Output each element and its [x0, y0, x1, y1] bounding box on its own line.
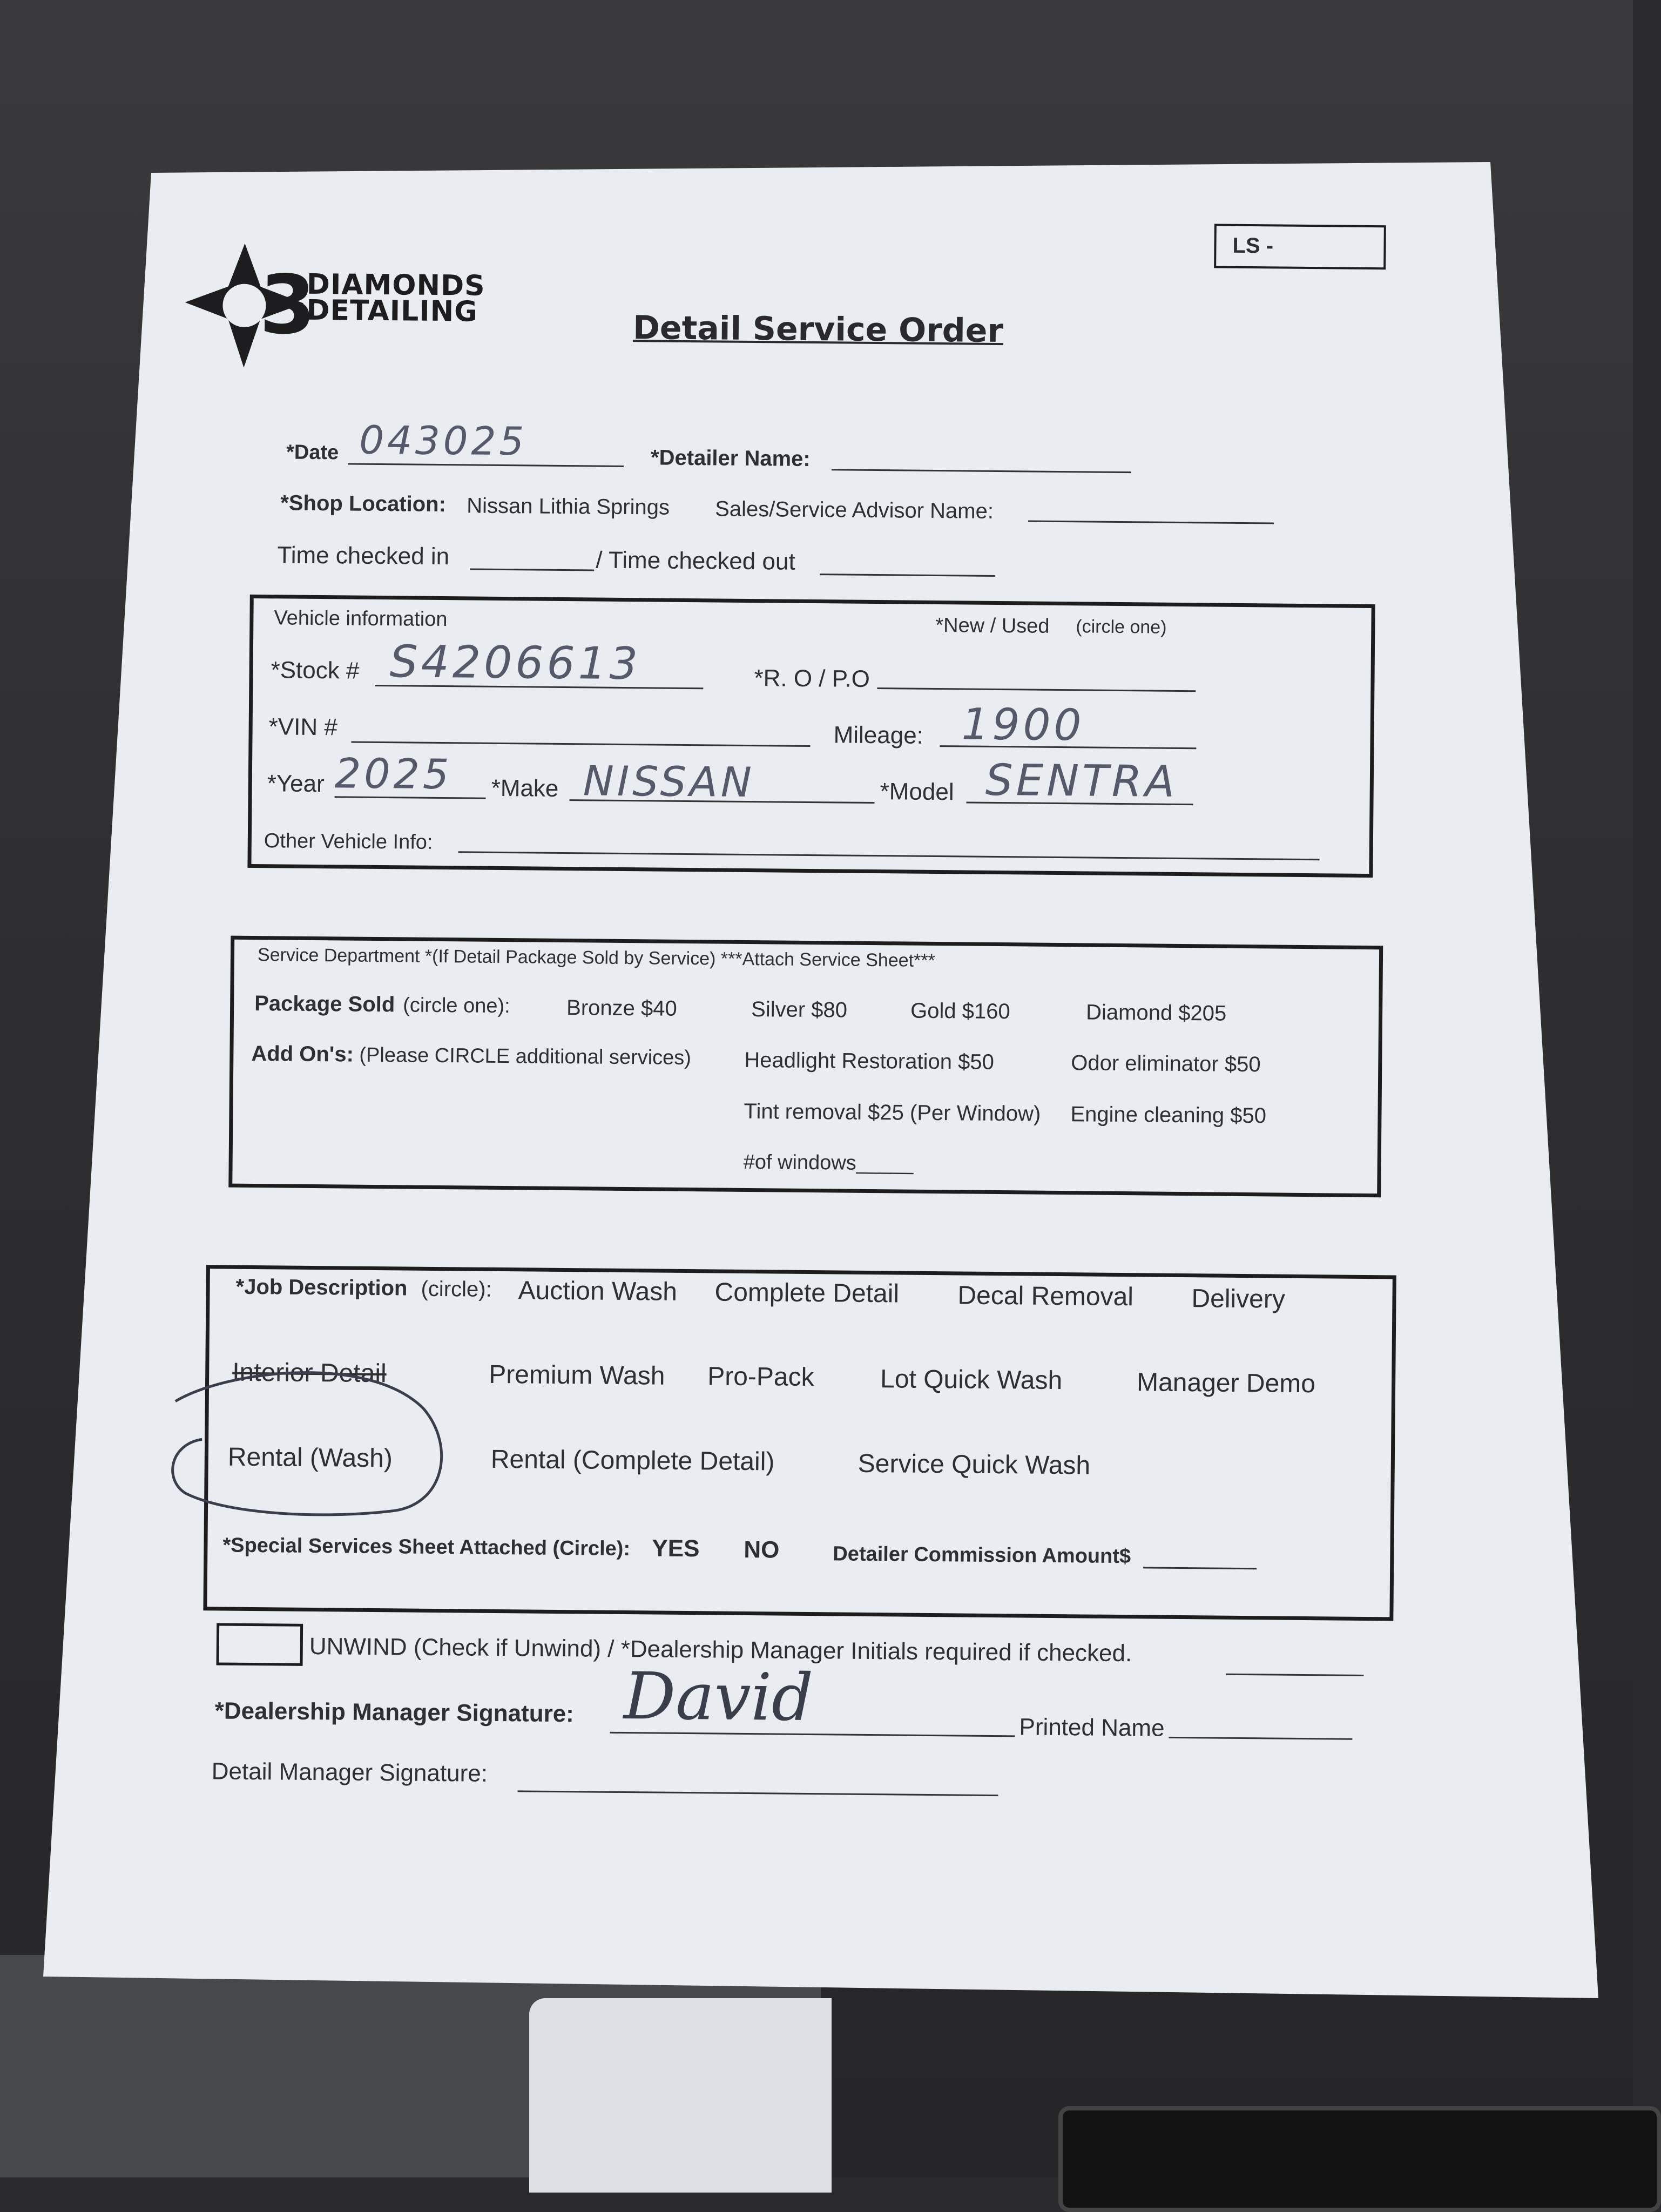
model-label: *Model [880, 778, 954, 806]
advisor-line[interactable] [1028, 520, 1274, 524]
addon-headlight[interactable]: Headlight Restoration $50 [744, 1048, 995, 1074]
new-used-label[interactable]: *New / Used [935, 613, 1050, 638]
time-in-label: Time checked in [277, 542, 450, 570]
job-premium-wash[interactable]: Premium Wash [488, 1360, 665, 1391]
logo-line-1: DIAMONDS [306, 268, 485, 302]
stock-value[interactable]: S4206613 [389, 636, 642, 690]
commission-label: Detailer Commission Amount$ [833, 1542, 1131, 1568]
package-gold[interactable]: Gold $160 [910, 999, 1010, 1024]
job-complete-detail[interactable]: Complete Detail [714, 1278, 900, 1309]
signature-drawing: David [623, 1659, 814, 1736]
time-out-line[interactable] [820, 574, 995, 577]
mileage-label: Mileage: [833, 721, 924, 749]
job-rental-complete-detail[interactable]: Rental (Complete Detail) [490, 1445, 775, 1476]
windows-count[interactable]: #of windows_____ [743, 1150, 914, 1175]
special-services-label: *Special Services Sheet Attached (Circle): [222, 1534, 631, 1561]
stock-label: *Stock # [271, 657, 360, 684]
vin-label: *VIN # [268, 713, 338, 741]
ls-label: LS - [1232, 233, 1274, 258]
ls-box[interactable] [1214, 224, 1386, 269]
vehicle-section-label: Vehicle information [274, 606, 448, 631]
package-diamond[interactable]: Diamond $205 [1085, 1000, 1227, 1026]
addon-tint[interactable]: Tint removal $25 (Per Window) [744, 1099, 1041, 1126]
unwind-initials-line[interactable] [1226, 1674, 1363, 1676]
job-auction-wash[interactable]: Auction Wash [518, 1276, 678, 1306]
date-label: *Date [286, 441, 339, 464]
package-note: (circle one): [402, 994, 510, 1018]
advisor-label: Sales/Service Advisor Name: [715, 497, 994, 523]
addon-engine[interactable]: Engine cleaning $50 [1070, 1102, 1267, 1128]
special-no[interactable]: NO [744, 1536, 780, 1563]
unwind-label: UNWIND (Check if Unwind) / *Dealership Manager Initials required if checked. [309, 1633, 1132, 1667]
circle-one-note: (circle one) [1076, 616, 1167, 638]
addons-note: (Please CIRCLE additional services) [359, 1043, 692, 1070]
time-in-line[interactable] [470, 568, 594, 571]
ro-label: *R. O / P.O [754, 665, 870, 692]
logo-line-2: DETAILING [306, 294, 478, 328]
job-description-label: *Job Description [235, 1274, 408, 1300]
logo-mark-3: 3 [259, 258, 316, 353]
job-interior-detail[interactable]: Interior Detail [232, 1358, 387, 1388]
printed-name-line[interactable] [1169, 1737, 1352, 1740]
job-lot-quick-wash[interactable]: Lot Quick Wash [880, 1365, 1063, 1395]
printed-name-label: Printed Name [1019, 1714, 1165, 1742]
page-title: Detail Service Order [632, 309, 1004, 350]
service-dept-header: Service Department *(If Detail Package Sold by Service) ***Attach Service Sheet*** [257, 945, 935, 972]
addon-odor[interactable]: Odor eliminator $50 [1071, 1051, 1261, 1077]
year-value[interactable]: 2025 [334, 749, 453, 799]
dealership-signature-label: *Dealership Manager Signature: [214, 1697, 575, 1728]
unwind-checkbox[interactable] [217, 1623, 303, 1665]
job-pro-pack[interactable]: Pro-Pack [707, 1362, 814, 1392]
year-label: *Year [267, 770, 325, 798]
diamond-logo-icon [179, 238, 316, 379]
package-sold-label: Package Sold [254, 992, 395, 1017]
detailer-name-line[interactable] [832, 469, 1131, 473]
detail-manager-signature-label: Detail Manager Signature: [211, 1758, 488, 1787]
hand-drawn-circle-icon [164, 1358, 457, 1523]
make-label: *Make [491, 774, 559, 802]
detailer-name-label: *Detailer Name: [650, 446, 811, 471]
addons-label: Add On's: [251, 1041, 354, 1067]
other-info-label: Other Vehicle Info: [264, 830, 433, 854]
detail-manager-signature-line[interactable] [517, 1790, 998, 1796]
time-out-label: / Time checked out [596, 547, 795, 575]
job-service-quick-wash[interactable]: Service Quick Wash [857, 1449, 1091, 1480]
mileage-value[interactable]: 1900 [961, 699, 1085, 751]
job-rental-wash[interactable]: Rental (Wash) [227, 1442, 393, 1473]
model-value[interactable]: SENTRA [985, 754, 1178, 807]
package-bronze[interactable]: Bronze $40 [566, 996, 677, 1021]
job-manager-demo[interactable]: Manager Demo [1136, 1368, 1316, 1399]
shop-location-label: *Shop Location: [280, 491, 447, 517]
job-description-note: (circle): [421, 1277, 492, 1301]
job-delivery[interactable]: Delivery [1191, 1284, 1286, 1314]
date-value[interactable]: 043025 [359, 417, 528, 464]
make-value[interactable]: NISSAN [583, 757, 755, 807]
special-yes[interactable]: YES [652, 1535, 700, 1562]
shop-location-value: Nissan Lithia Springs [467, 494, 670, 520]
job-decal-removal[interactable]: Decal Removal [957, 1281, 1134, 1312]
package-silver[interactable]: Silver $80 [751, 997, 848, 1022]
